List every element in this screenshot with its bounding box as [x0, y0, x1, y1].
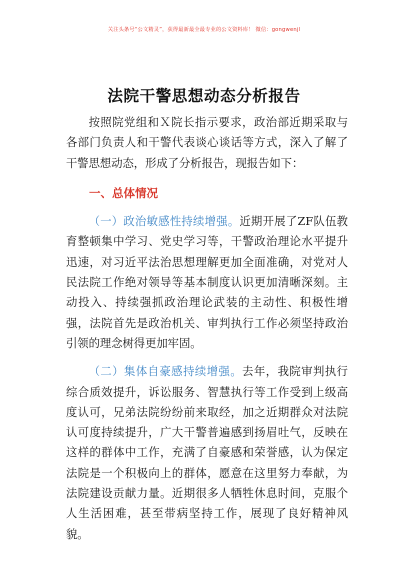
- paragraph-2: [66, 362, 348, 545]
- paragraph-1-text: 近期开展了ZF队伍教育整顿集中学习、党史学习等，干警政治理论水平提升迅速，对习近平法治思想理解更加全面准确，对党对人民法院工作绝对领导等基本制度认识更加清晰深刻。主动投入、持续强抓政治理论武装的主动性、积极性增强，法院首先是政治机关、审判执行工作必须坚持政治引领的理念树得更加牢固。: [66, 215, 348, 350]
- paragraph-2-lead: （二）集体自豪感持续增强。: [88, 365, 243, 379]
- section-heading-text: 一、总体情况: [89, 185, 158, 200]
- section-heading: [66, 183, 348, 203]
- paragraph-1: [66, 212, 348, 354]
- document-body: [66, 113, 348, 545]
- top-banner: 关注头条号“公文精灵”，获得最新最全最专业的公文资料库！ 微信：gongwenjl: [107, 27, 301, 33]
- paragraph-1-lead: （一）政治敏感性持续增强。: [88, 215, 240, 229]
- paragraph-gap: [66, 354, 348, 362]
- paragraph-2-text: 去年，我院审判执行综合质效提升，诉讼服务、智慧执行等工作受到上级高度认可，兄弟法院纷纷前来取经，加之近期群众对法院认可度持续提升，广大干警普遍感到扬眉吐气，反映在这样的群体中工作，充满了自豪感和荣誉感，认为保定法院是一个积极向上的群体，愿意在这里努力奉献，为法院建设贡献力量。近期很多人牺牲休息时间，克服个人生活困难，甚至带病坚持工作，展现了良好精神风貌。: [66, 365, 348, 541]
- document-title: 法院干警思想动态分析报告: [107, 86, 301, 105]
- intro-paragraph: 按照院党组和Ｘ院长指示要求，政治部近期采取与各部门负责人和干警代表谈心谈话等方式，深入了解了干警思想动态，形成了分析报告，现报告如下：: [66, 116, 348, 170]
